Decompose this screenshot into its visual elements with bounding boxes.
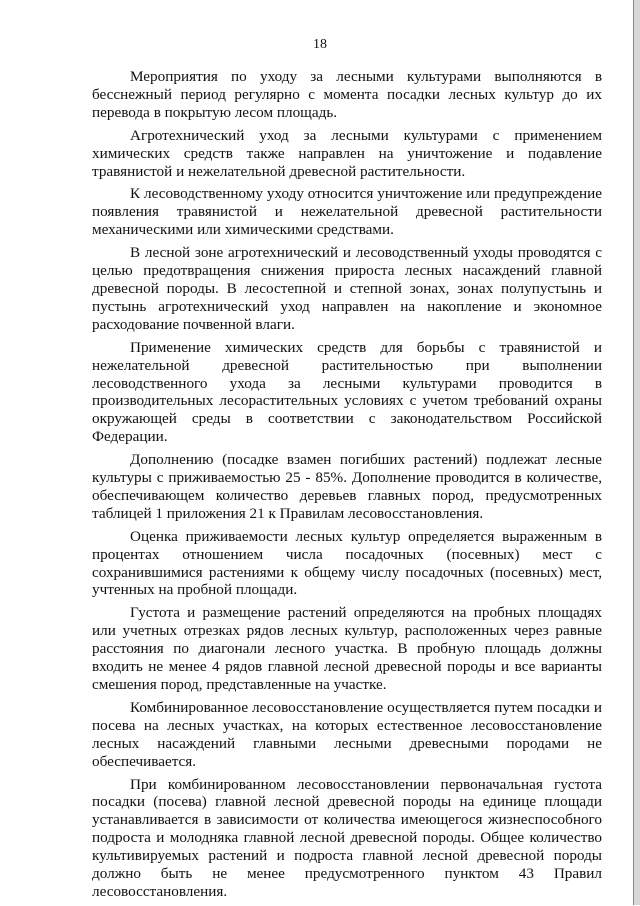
paragraph: В лесной зоне агротехнический и лесоводственный уходы проводятся с целью предотвращения снижения прироста лесных насаждений главной древесной породы. В лесостепной и степной зонах, зонах полупустынь и пустынь агротехнический уход направлен на накопление и экономное расходование почвенной влаги. (92, 244, 602, 333)
paragraph: Комбинированное лесовосстановление осуществляется путем посадки и посева на лесных участках, на которых естественное лесовосстановление лесных насаждений главными лесными древесными породами не обеспечивается. (92, 698, 602, 770)
document-body (92, 68, 602, 906)
scan-edge-shadow (634, 0, 640, 905)
paragraph: Оценка приживаемости лесных культур определяется выраженным в процентах отношением числа посадочных (посевных) мест с сохранившимися растениями к общему числу посадочных (посевных) мест, учтенных на пробной площади. (92, 527, 602, 599)
paragraph: Дополнению (посадке взамен погибших растений) подлежат лесные культуры с приживаемостью 25 - 85%. Дополнение проводится в количестве, обеспечивающем количество деревьев главных пород, предусмотренных таблицей 1 приложения 21 к Правилам лесовосстановления. (92, 451, 602, 522)
paragraph: Мероприятия по уходу за лесными культурами выполняются в бесснежный период регулярно с момента посадки лесных культур до их перевода в покрытую лесом площадь. (92, 68, 602, 121)
paragraph: При комбинированном лесовосстановлении первоначальная густота посадки (посева) главной лесной древесной породы на единице площади устанавливается в зависимости от количества имеющегося жизнеспособного подроста и молодняка главной лесной древесной породы. Общее количество культивируемых растений и подроста главной лесной древесной породы должно быть не менее предусмотренного пунктом 43 Правил лесовосстановления. (92, 775, 602, 900)
paragraph: К лесоводственному уходу относится уничтожение или предупреждение появления травянистой и нежелательной древесной растительности механическими или химическими средствами. (92, 185, 602, 239)
page-number: 18 (313, 37, 327, 52)
paragraph: Густота и размещение растений определяются на пробных площадях или учетных отрезках рядов лесных культур, расположенных через равные расстояния по диагонали лесного участка. В пробную площадь должны входить не менее 4 рядов главной лесной древесной породы и все варианты смешения пород, представленные на участке. (92, 604, 602, 693)
paragraph: Применение химических средств для борьбы с травянистой и нежелательной древесной растительностью при выполнении лесоводственного ухода за лесными культурами проводится в производительных лесорастительных условиях с учетом требований охраны окружающей среды в соответствии с законодательством Российской Федерации. (92, 338, 602, 446)
paragraph: Агротехнический уход за лесными культурами с применением химических средств также направлен на уничтожение и подавление травянистой и нежелательной древесной растительности. (92, 126, 602, 180)
